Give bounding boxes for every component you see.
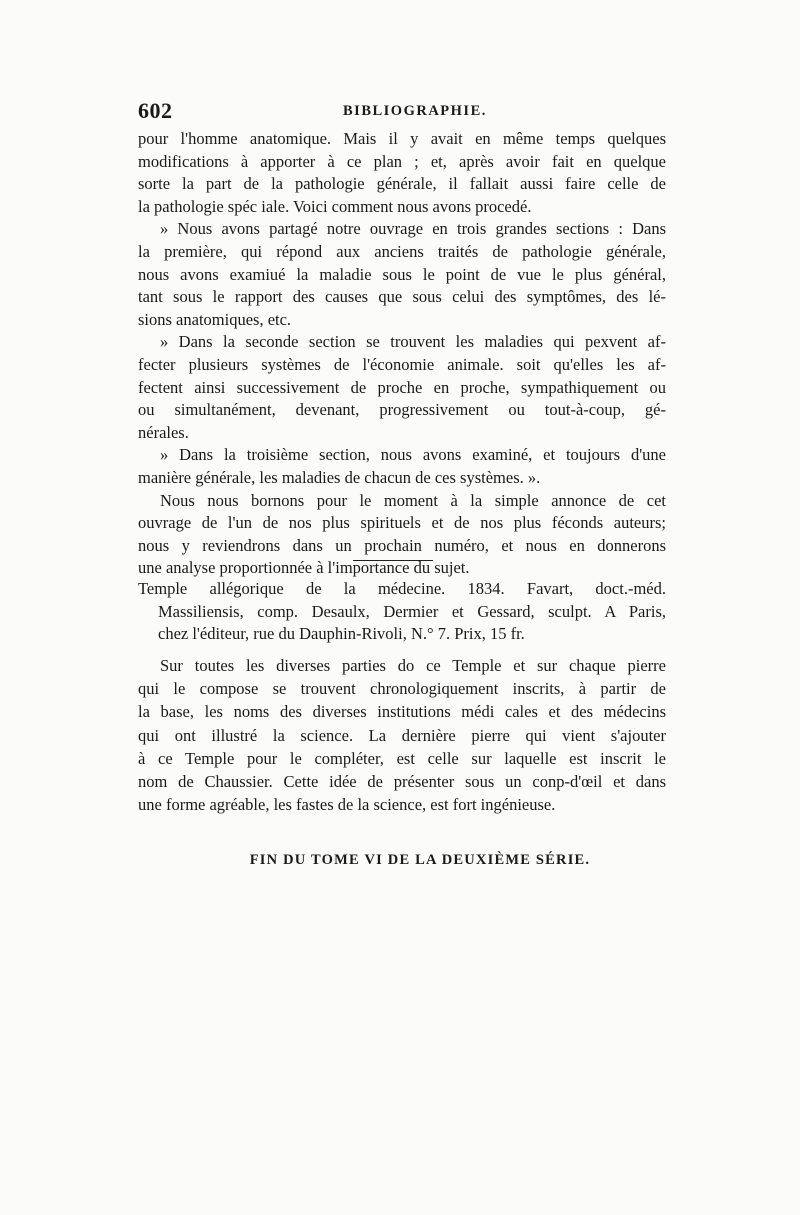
citation-line: Temple allégorique de la médecine. 1834. Favart, doct.-méd. <box>138 579 666 598</box>
review-line: une forme agréable, les fastes de la science, est fort ingénieuse. <box>138 795 556 815</box>
body-line: ouvrage de l'un de nos plus spirituels et de nos plus féconds auteurs; <box>138 513 666 533</box>
body-line: modifications à apporter à ce plan ; et, après avoir fait en quelque <box>138 151 666 171</box>
body-line: nérales. <box>138 422 189 442</box>
body-line: manière générale, les maladies de chacun de ces systèmes. ». <box>138 467 541 487</box>
review-line: qui ont illustré la science. La dernière pierre qui vient s'ajouter <box>138 725 666 745</box>
citation-entry <box>138 578 666 646</box>
body-line: la pathologie spéc iale. Voici comment nous avons procedé. <box>138 196 532 216</box>
body-line: nous avons examiué la maladie sous le point de vue le plus général, <box>138 264 666 284</box>
section-divider <box>353 560 433 561</box>
body-line: sorte la part de la pathologie générale, il fallait aussi faire celle de <box>138 174 666 194</box>
review-line: à ce Temple pour le compléter, est celle sur laquelle est inscrit le <box>138 748 666 768</box>
body-line: pour l'homme anatomique. Mais il y avait en même temps quelques <box>138 129 666 148</box>
body-text <box>138 128 666 580</box>
body-line: ou simultanément, devenant, progressivement ou tout-à-coup, gé- <box>138 400 666 420</box>
page-header <box>138 98 668 128</box>
body-line: la première, qui répond aux anciens traités de pathologie générale, <box>138 241 666 261</box>
volume-end-note <box>0 852 800 869</box>
body-line: fecter plusieurs systèmes de l'économie animale. soit qu'elles les af- <box>138 354 666 374</box>
citation-line: chez l'éditeur, rue du Dauphin-Rivoli, N.° 7. Prix, 15 fr. <box>158 624 525 644</box>
running-title: BIBLIOGRAPHIE. <box>343 103 487 119</box>
body-line: sions anatomiques, etc. <box>138 309 292 329</box>
body-line: Nous nous bornons pour le moment à la simple annonce de cet <box>160 490 666 510</box>
page-number: 602 <box>138 98 173 123</box>
citation-line: Massiliensis, comp. Desaulx, Dermier et Gessard, sculpt. A Paris, <box>158 601 666 621</box>
review-line: Sur toutes les diverses parties do ce Temple et sur chaque pierre <box>160 656 666 675</box>
body-line: tant sous le rapport des causes que sous celui des symptômes, des lé- <box>138 287 666 307</box>
review-line: la base, les noms des diverses institutions médi cales et des médecins <box>138 702 666 722</box>
body-line: » Nous avons partagé notre ouvrage en trois grandes sections : Dans <box>160 219 666 239</box>
review-line: nom de Chaussier. Cette idée de présenter sous un conp-d'œil et dans <box>138 772 666 792</box>
review-text <box>138 654 666 816</box>
body-line: » Dans la seconde section se trouvent les maladies qui pexvent af- <box>160 332 666 352</box>
end-note-text: FIN DU TOME VI DE LA DEUXIÈME SÉRIE. <box>249 852 591 868</box>
body-line: nous y reviendrons dans un prochain numéro, et nous en donnerons <box>138 535 666 555</box>
body-line: fectent ainsi successivement de proche en proche, sympathiquement ou <box>138 377 666 397</box>
review-line: qui le compose se trouvent chronologiquement inscrits, à partir de <box>138 679 666 699</box>
body-line: » Dans la troisième section, nous avons examiné, et toujours d'une <box>160 445 666 465</box>
body-line: une analyse proportionnée à l'importance du sujet. <box>138 558 470 578</box>
